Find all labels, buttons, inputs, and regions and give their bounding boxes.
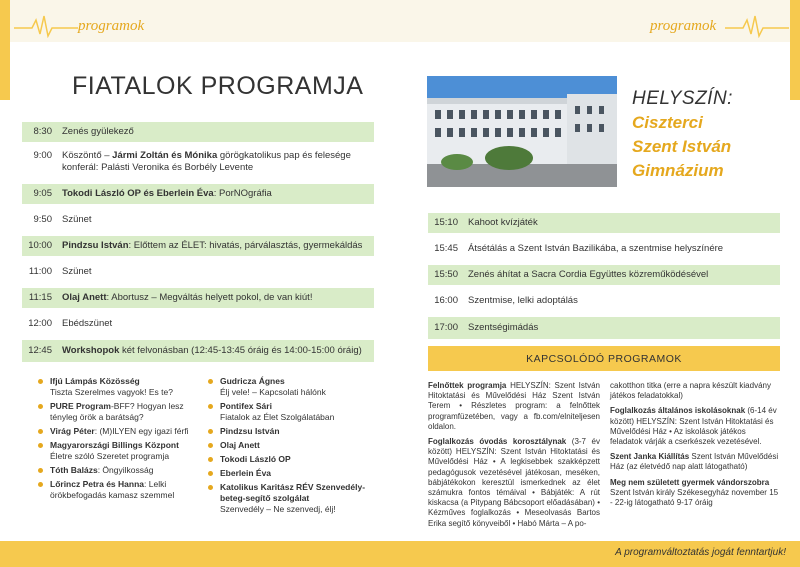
- program-row: [22, 314, 374, 334]
- program-title: Köszöntő – Jármi Zoltán és Mónika görögkatolikus pap és felesége konferál: Palásti Veronika és Borbély Levente: [62, 150, 351, 173]
- program-row: [428, 265, 780, 285]
- workshop-item: Lőrincz Petra és Hanna: Lelki örökbefogadás kamasz szemmel: [36, 479, 196, 501]
- program-title: Átsétálás a Szent István Bazilikába, a szentmise helyszínére: [468, 243, 724, 254]
- afternoon-program-list: [428, 213, 780, 339]
- page-title: FIATALOK PROGRAMJA: [72, 72, 364, 100]
- program-row: [428, 239, 780, 259]
- program-time: 17:00: [434, 322, 458, 333]
- program-row: [428, 317, 780, 339]
- related-item: cakotthon titka (erre a napra készült kiadvány játékos feladatokkal): [610, 381, 771, 401]
- venue-name-line: Ciszterci: [632, 113, 703, 132]
- workshop-item: Pontifex Sári Fiatalok az Élet Szolgálatában: [206, 401, 386, 423]
- workshop-item: Ifjú Lámpás Közösség Tiszta Szerelmes vagyok! Es te?: [36, 376, 196, 398]
- program-title: Tokodi László OP és Eberlein Éva: PorNOgráfia: [62, 188, 272, 199]
- program-title: Szentségimádás: [468, 322, 539, 333]
- program-time: 12:00: [28, 318, 52, 329]
- heartbeat-icon: [14, 14, 78, 38]
- workshop-item: Eberlein Éva: [206, 468, 386, 479]
- related-item: Foglalkozás óvodás korosztálynak (3-7 év között) HELYSZÍN: Szent István Hitoktatási és Művelődési Ház • A legkisebbek szakképzett pedagógusok vezetésével játékosan, meséken, bábjátékokon keresztül ismerkednek az élet számukra fontos témáival • Bábjáték: A rút kiskacsa (a Pitypang Bábcsoport előadásában) • Kézműves foglalkozás • Meseolvasás Bartos Erika segítő könyveiből • Habó Márta – A po-: [428, 437, 600, 528]
- related-item: Meg nem született gyermek vándorszobra Szent István király Székesegyház november 15 - 22-ig látogatható 9-17 óráig: [610, 477, 779, 508]
- left-accent-strip: [0, 0, 10, 100]
- program-row: [428, 213, 780, 233]
- workshop-item: Virág Péter: (M)ILYEN egy igazi férfi: [36, 426, 196, 437]
- related-item: Felnőttek programja HELYSZÍN: Szent István Hitoktatási és Művelődési Ház Szent István Terem • Részletes program: a felnőttek programfüzetében, vagy a fb.com/elniteljesen oldalon.: [428, 381, 600, 431]
- program-time: 11:00: [28, 266, 52, 277]
- related-item: Foglalkozás általános iskolásoknak (6-14 év között) HELYSZÍN: Szent István Hitoktatási és Művelődési Ház • Az iskolások játékos feladatok várják a cserkészek vezetésével.: [610, 406, 777, 447]
- program-row: [22, 340, 374, 362]
- program-row: [22, 210, 374, 230]
- workshop-item: PURE Program-BFF? Hogyan lesz tényleg örök a barátság?: [36, 401, 196, 423]
- related-item: Szent Janka Kiállítás Szent István Művelődési Ház (az életvédő nap alatt látogatható): [610, 452, 779, 472]
- program-time: 16:00: [434, 295, 458, 306]
- workshop-item: Gudricza Ágnes Élj vele! – Kapcsolati hálónk: [206, 376, 386, 398]
- program-time: 15:45: [434, 243, 458, 254]
- workshop-item: Pindzsu István: [206, 426, 386, 437]
- footer-note: A programváltoztatás jogát fenntartjuk!: [615, 547, 786, 558]
- program-row: [22, 288, 374, 308]
- program-title: Szünet: [62, 266, 92, 277]
- workshop-item: Tóth Balázs: Öngyilkosság: [36, 465, 196, 476]
- workshop-item: Katolikus Karitász RÉV Szenvedély-beteg-segítő szolgálat Szenvedély – Ne szenvedj, élj!: [206, 482, 386, 515]
- program-row: [22, 122, 374, 142]
- program-title: Szünet: [62, 214, 92, 225]
- venue-name-line: Szent István: [632, 137, 732, 156]
- program-time: 12:45: [28, 345, 52, 356]
- program-time: 11:15: [28, 292, 52, 303]
- program-time: 9:00: [33, 150, 52, 161]
- venue-name-line: Gimnázium: [632, 161, 724, 180]
- program-time: 15:10: [434, 217, 458, 228]
- heartbeat-icon: [725, 14, 789, 38]
- program-title: Workshopok két felvonásban (12:45-13:45 óráig és 14:00-15:00 óráig): [62, 345, 362, 356]
- workshop-column-left: [36, 376, 196, 504]
- program-title: Szentmise, lelki adoptálás: [468, 295, 578, 306]
- program-time: 10:00: [28, 240, 52, 251]
- program-title: Pindzsu István: Előttem az ÉLET: hivatás, párválasztás, gyermekáldás: [62, 240, 363, 251]
- program-row: [22, 262, 374, 282]
- workshop-item: Magyarországi Billings Központ Életre szóló Szeretet programja: [36, 440, 196, 462]
- program-row: [428, 291, 780, 311]
- venue-photo: [427, 76, 617, 187]
- related-programs-heading: KAPCSOLÓDÓ PROGRAMOK: [428, 346, 780, 371]
- program-title: Zenés gyülekező: [62, 126, 134, 137]
- program-title: Kahoot kvízjáték: [468, 217, 538, 228]
- right-accent-strip: [790, 0, 800, 100]
- program-row: [22, 236, 374, 256]
- header-tag-right: programok: [650, 18, 717, 34]
- program-title: Ebédszünet: [62, 318, 113, 329]
- program-row: [22, 148, 374, 178]
- venue-label: HELYSZÍN:: [632, 88, 733, 109]
- workshop-column-right: [206, 376, 386, 518]
- program-time: 9:05: [33, 188, 52, 199]
- header-tag-left: programok: [78, 18, 145, 34]
- venue-block: [632, 88, 733, 182]
- related-column-right: [610, 381, 780, 513]
- program-title: Zenés áhítat a Sacra Cordia Együttes közreműködésével: [468, 269, 709, 280]
- program-time: 15:50: [434, 269, 458, 280]
- footer-bar: [0, 541, 800, 567]
- program-title: Olaj Anett: Abortusz – Megváltás helyett pokol, de van kiút!: [62, 292, 313, 303]
- workshop-item: Olaj Anett: [206, 440, 386, 451]
- program-time: 9:50: [33, 214, 52, 225]
- program-row: [22, 184, 374, 204]
- program-time: 8:30: [33, 126, 52, 137]
- workshop-item: Tokodi László OP: [206, 454, 386, 465]
- program-list: [22, 122, 374, 362]
- related-column-left: [428, 381, 600, 534]
